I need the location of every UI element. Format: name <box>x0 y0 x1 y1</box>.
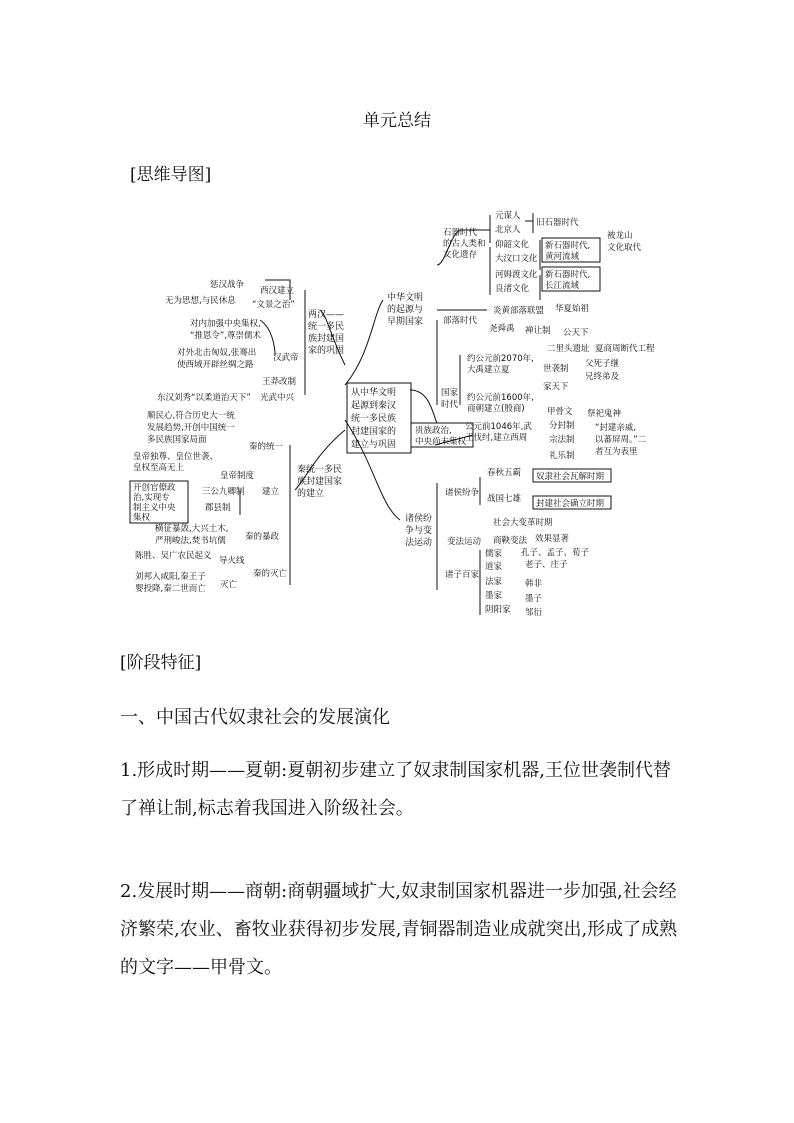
b1-father-son: 父死子继 <box>585 359 620 369</box>
b4-first-4: 集权 <box>133 513 151 523</box>
b3-wangmang: 王莽改制 <box>262 377 297 387</box>
b3-qinhan: 惩汉战争 <box>210 280 245 290</box>
b2-transform: 社会大变革时期 <box>493 518 553 528</box>
b2-yy: 阴阳家 <box>485 605 511 615</box>
page-title: 单元总结 <box>363 111 431 131</box>
b4-fall: 秦的灭亡 <box>253 569 288 579</box>
b2-strife: 诸侯纷争 <box>445 488 480 498</box>
b2-reform: 变法运动 <box>447 537 482 547</box>
b1-state-era-1: 国家 <box>441 388 459 398</box>
b1-tribute-1: 贵族政治, <box>415 426 452 436</box>
b2-dao: 道家 <box>485 562 503 572</box>
b2-mo: 墨家 <box>485 591 503 601</box>
b1-gongtian: 公天下 <box>563 328 589 338</box>
b2-results: 效果显著 <box>535 534 570 544</box>
b3-guangwu: 光武中兴 <box>260 393 295 403</box>
b4-die: 灭亡 <box>220 580 238 590</box>
b3-xihan: 西汉建立 <box>260 286 295 296</box>
b3-title-4: 家的巩固 <box>308 346 345 356</box>
b1-yuanmou: 元谋人 <box>495 211 521 221</box>
b4-reason-3: 多民族国家局面 <box>147 435 207 445</box>
b1-neo1-2: 黄河流域 <box>545 252 580 262</box>
b4-emperor-desc-1: 皇帝独尊、皇位世袭、 <box>133 452 219 462</box>
b4-tyranny-2: 严刑峻法,焚书坑儒 <box>155 536 226 546</box>
b1-shang-1: 约公元前1600年, <box>467 393 534 403</box>
b2-ru: 儒家 <box>485 549 503 559</box>
b2-slave-collapse: 奴隶社会瓦解时期 <box>536 472 605 482</box>
b1-erlitou: 二里头遗址 <box>547 344 590 354</box>
b1-stone-1: 石器时代 <box>443 228 478 238</box>
b4-title-3: 的建立 <box>297 489 325 499</box>
b1-shanrang: 禅让制 <box>525 326 551 336</box>
b1-stone-2: 的古人类和 <box>443 239 486 249</box>
b1-yangshao: 仰韶文化 <box>495 240 530 250</box>
center-line-1: 从中华文明 <box>351 388 397 398</box>
b1-neo2-2: 长江流域 <box>545 281 580 291</box>
b2-title-3: 法运动 <box>405 538 433 548</box>
b1-tribute-2: 中央尚未集权 <box>415 437 467 447</box>
b3-wenjing: “文景之治” <box>252 300 295 310</box>
b1-beijing: 北京人 <box>495 225 521 235</box>
b4-qin-unify: 秦的统一 <box>249 442 284 452</box>
b3-central-2: “推恩令”,尊崇儒术 <box>190 331 262 341</box>
b1-zhou-1: 公元前1046年,武 <box>465 422 532 432</box>
center-line-4: 封建国家的 <box>351 427 397 437</box>
b1-title-1: 中华文明 <box>387 293 424 303</box>
b2-fa: 法家 <box>485 577 503 587</box>
b1-ancestor: 华夏始祖 <box>555 304 590 314</box>
b2-chunqiu: 春秋五霸 <box>487 468 522 478</box>
center-line-5: 建立与巩固 <box>351 440 397 450</box>
b2-mo-p: 墨子 <box>525 594 543 604</box>
b1-liangzhu: 良渚文化 <box>495 284 530 294</box>
b3-external-2: 使西域开辟丝绸之路 <box>177 360 254 370</box>
b4-first-2: 治,实现专 <box>133 493 170 503</box>
b1-quote-1: “封建亲戚, <box>595 423 637 433</box>
b3-wuwei: 无为思想,与民休息 <box>165 296 236 306</box>
b1-neo1-1: 新石器时代, <box>545 241 591 251</box>
paragraph-1: 1.形成时期——夏朝:夏朝初步建立了奴隶制国家机器,王位世袭制代替了禅让制,标志着我国进入阶级社会。 <box>120 760 671 819</box>
b1-title-3: 早期国家 <box>387 317 424 327</box>
b2-title-1: 诸侯纷 <box>405 514 433 524</box>
b4-reason-2: 发展趋势,开创中国统一 <box>147 423 235 433</box>
b1-state-era-2: 时代 <box>441 400 459 410</box>
stage-section-label: [阶段特征] <box>120 653 202 673</box>
b2-shangyang: 商鞅变法 <box>493 536 528 546</box>
b4-emperor-sys: 皇帝制度 <box>220 471 255 481</box>
center-line-2: 起源到秦汉 <box>351 401 397 411</box>
b1-longshan-2: 文化取代 <box>607 243 642 253</box>
b1-brothers: 兄终弟及 <box>585 372 620 382</box>
b1-quote-3: 者互为表里 <box>595 447 638 457</box>
b4-junxian: 郡县制 <box>205 503 231 513</box>
b2-zhanguo: 战国七雄 <box>487 494 522 504</box>
b3-wudi: 汉武帝 <box>273 353 299 363</box>
b1-xia-2: 大禹建立夏 <box>467 365 510 375</box>
b1-zongfa: 宗法制 <box>549 435 575 445</box>
b3-donghan: 东汉刘秀“以柔道治天下” <box>157 393 251 403</box>
b4-reason-1: 顺民心,符合历史大一统 <box>147 411 235 421</box>
b1-longshan-1: 被龙山 <box>607 231 633 241</box>
b4-first-3: 制主义中央 <box>133 503 176 513</box>
b4-fuse: 导火线 <box>219 556 245 566</box>
b1-xsz: 夏商周断代工程 <box>595 344 655 354</box>
b4-title-2: 族封建国家 <box>297 477 343 487</box>
b1-title-2: 的起源与 <box>387 305 424 315</box>
b2-fa-p: 韩非 <box>525 579 543 589</box>
b1-tribe-era: 部落时代 <box>443 316 478 326</box>
b3-external-1: 对外北击匈奴,张骞出 <box>177 348 257 358</box>
b1-worship: 祭祀鬼神 <box>587 409 622 419</box>
b1-stone-3: 文化遗存 <box>443 250 478 260</box>
b1-dawenkou: 大汶口文化 <box>495 254 538 264</box>
b4-sangong: 三公九卿制 <box>202 487 245 497</box>
b4-liubang-2: 婴投降,秦二世而亡 <box>135 584 206 594</box>
b1-liyue: 礼乐制 <box>549 451 575 461</box>
section-heading: 一、中国古代奴隶社会的发展演化 <box>120 707 390 728</box>
b1-hereditary: 世袭制 <box>543 364 569 374</box>
b2-feudal-est: 封建社会确立时期 <box>536 499 605 509</box>
b1-yanhuang: 炎黄部落联盟 <box>493 306 545 316</box>
b2-yy-p: 邹衍 <box>525 608 543 618</box>
b1-xia-1: 约公元前2070年, <box>467 354 534 364</box>
b1-oracle: 甲骨文 <box>547 407 573 417</box>
b3-title-1: 两汉—— <box>308 310 345 320</box>
b4-emperor-desc-2: 皇权至高无上 <box>133 463 185 473</box>
paragraph-2: 2.发展时期——商朝:商朝疆域扩大,奴隶制国家机器进一步加强,社会经济繁荣,农业、畜牧业获得初步发展,青铜器制造业成就突出,形成了成熟的文字——甲骨文。 <box>120 881 678 978</box>
b4-first-1: 开创官僚政 <box>133 483 176 493</box>
b1-paleolithic: 旧石器时代 <box>536 218 579 228</box>
b2-title-2: 争与变 <box>405 526 433 536</box>
b1-neo2-1: 新石器时代, <box>545 270 591 280</box>
b2-ru-p: 孔子、孟子、荀子 <box>521 548 590 558</box>
b1-jiatian: 家天下 <box>543 382 569 392</box>
b1-shang-2: 商朝建立(殷商) <box>467 404 525 414</box>
b4-tyranny-1: 横征暴敛,大兴土木, <box>155 524 229 534</box>
b3-title-3: 族封建国 <box>308 334 345 344</box>
b3-central-1: 对内加强中央集权, <box>190 319 261 329</box>
b1-zhou-2: 王伐纣,建立西周 <box>465 433 528 443</box>
center-line-3: 统一多民族 <box>351 414 397 424</box>
b1-quote-2: 以蕃屏周。”二 <box>595 435 647 445</box>
mindmap-section-label: [思维导图] <box>130 165 212 185</box>
b4-title-1: 秦统一多民 <box>297 465 343 475</box>
b1-hemudu: 河姆渡文化 <box>495 270 538 280</box>
b2-dao-p: 老子、庄子 <box>525 560 568 570</box>
b4-baozheng: 秦的暴政 <box>245 532 280 542</box>
b2-schools: 诸子百家 <box>445 570 480 580</box>
b1-fenfeng: 分封制 <box>549 421 575 431</box>
b4-build: 建立 <box>262 487 280 497</box>
b4-liubang-1: 刘邦入咸阳,秦王子 <box>135 572 206 582</box>
mind-map <box>115 205 675 625</box>
b3-title-2: 统一多民 <box>308 322 345 332</box>
b1-yaoshun: 尧舜禹 <box>489 324 515 334</box>
b4-chenguang: 陈胜、吴广农民起义 <box>135 551 212 561</box>
